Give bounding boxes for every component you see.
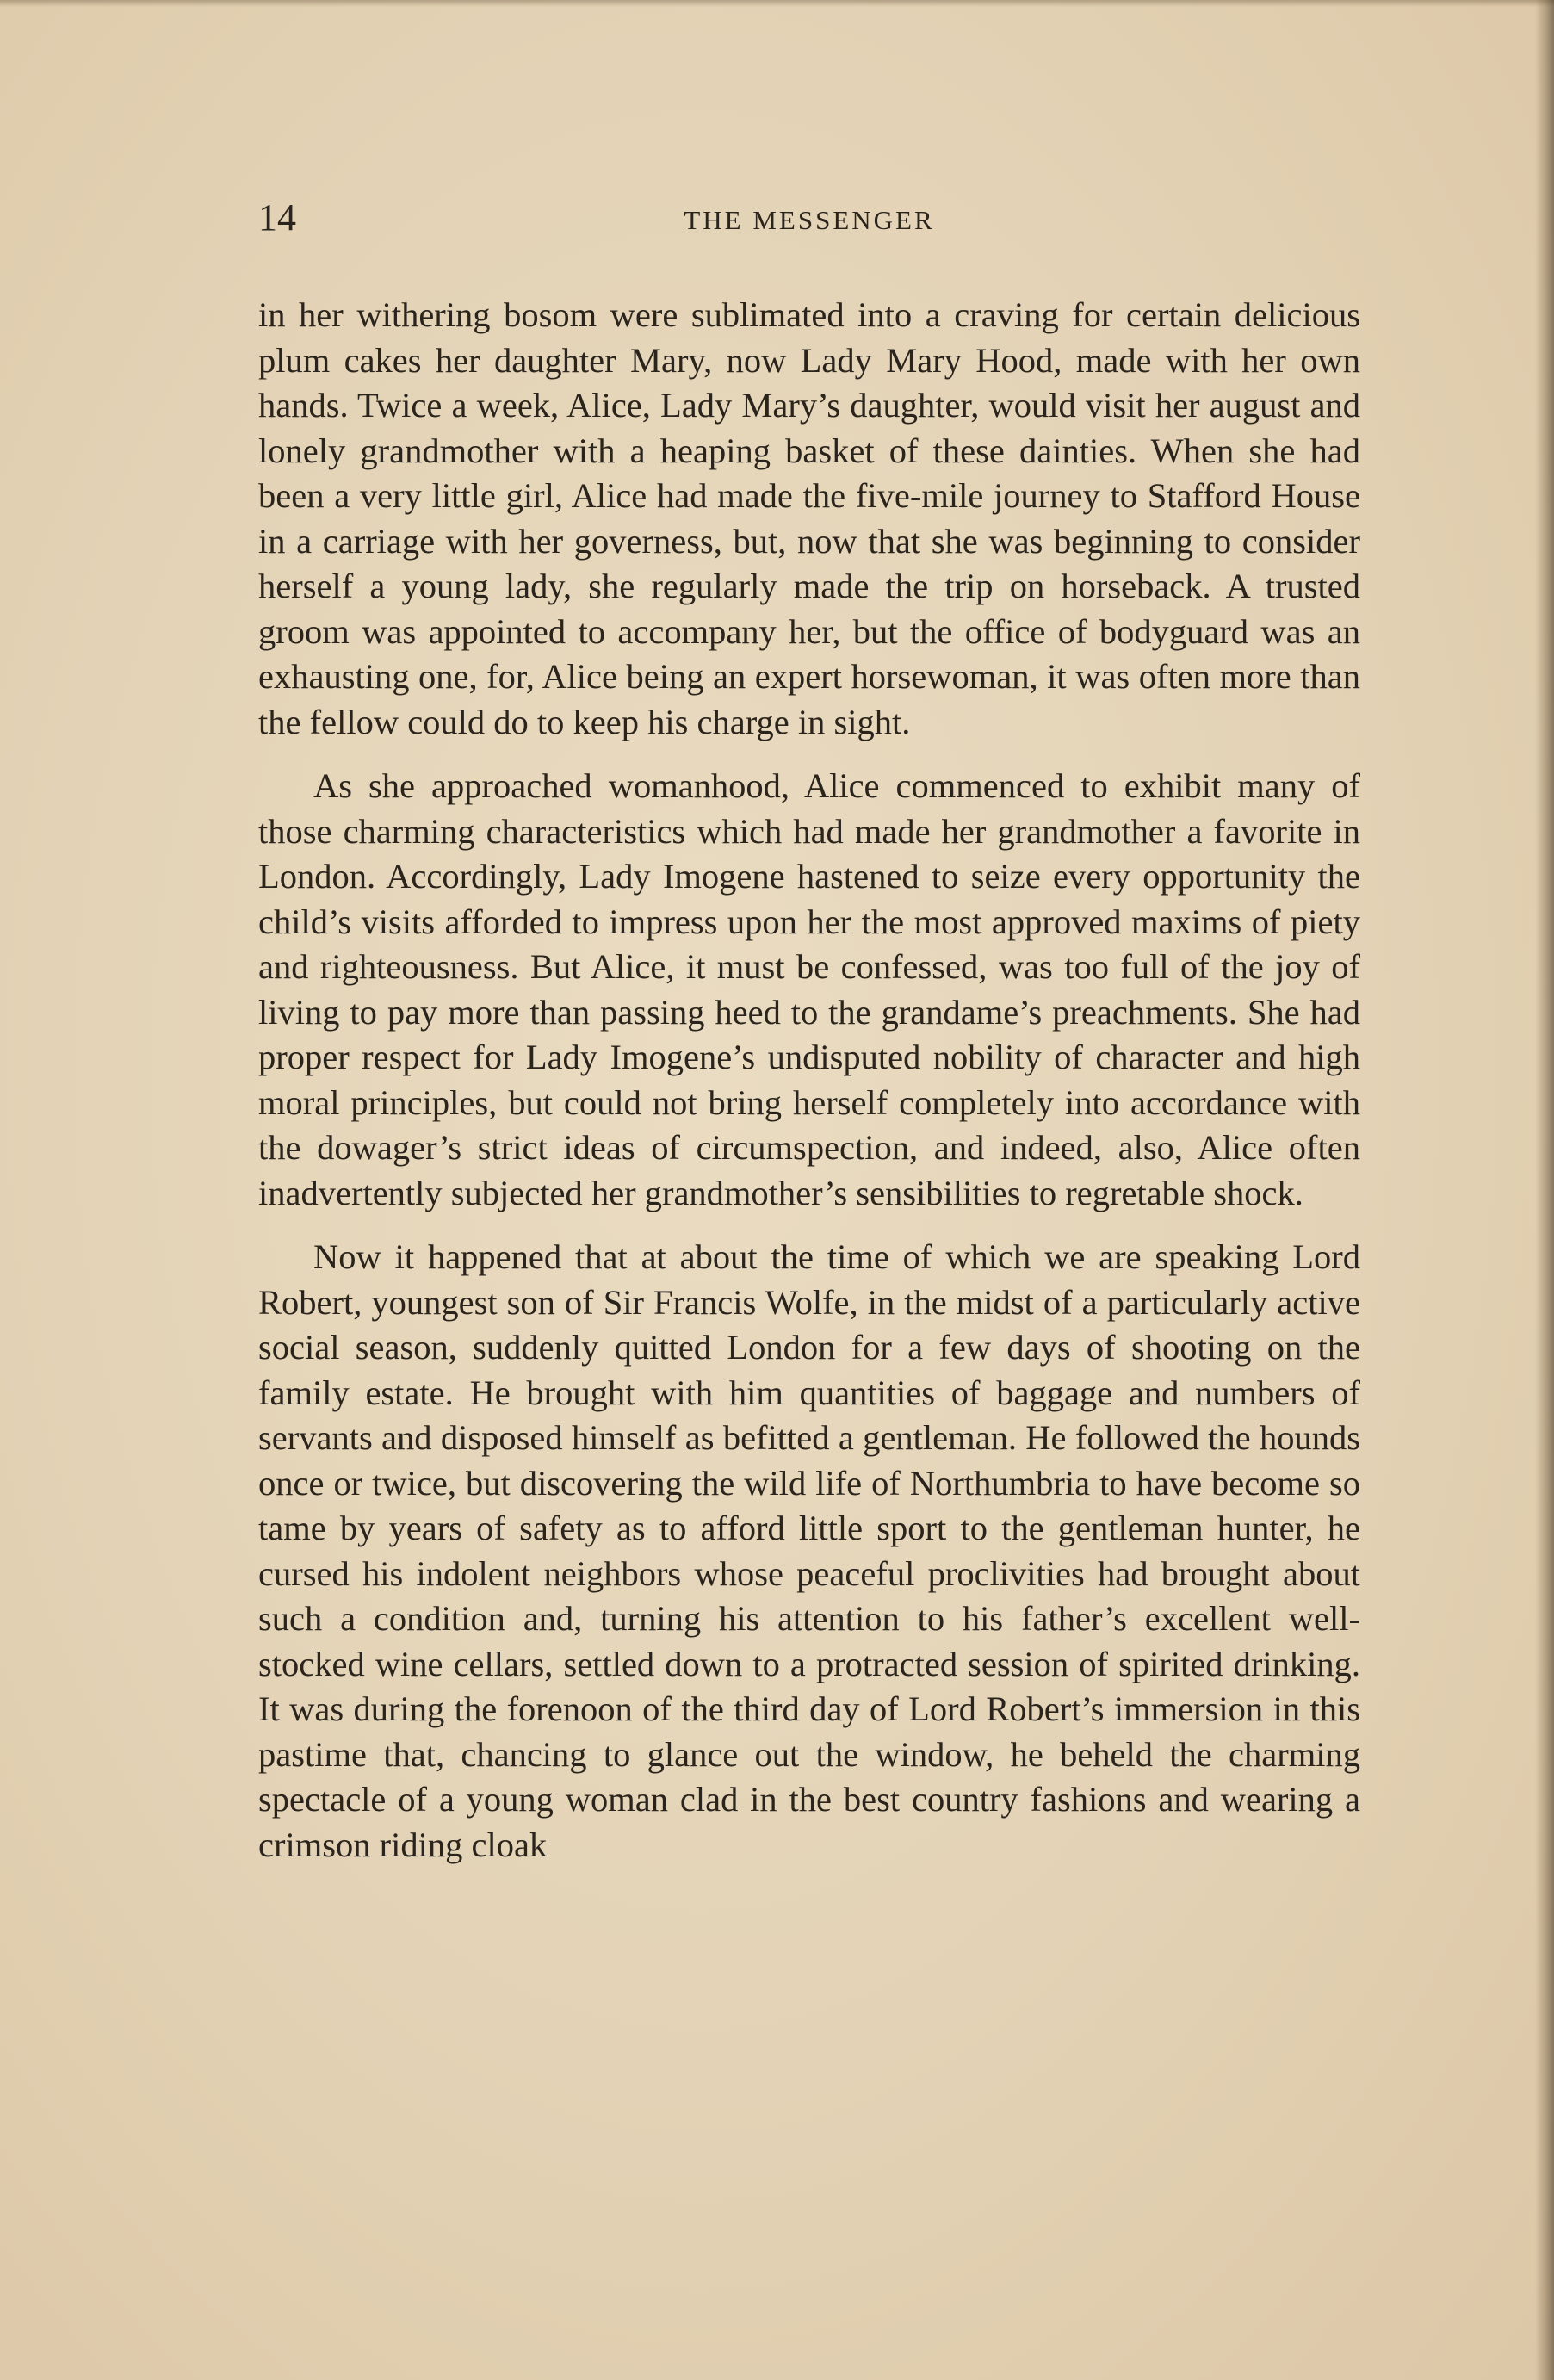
paragraph-2: As she approached womanhood, Alice commenced to exhibit many of those charming characteristics which had made her grandmother a favorite in London. Accordingly, Lady Imogene hastened to seize every opportunity the child’s visits afforded to impress upon her the most approved maxims of piety and righteousness. But Alice, it must be confessed, was too full of the joy of living to pay more than passing heed to the grandame’s preachments. She had proper respect for Lady Imogene’s undisputed nobility of character and high moral principles, but could not bring herself completely into accordance with the dowager’s strict ideas of circumspection, and indeed, also, Alice often inadvertently subjected her grandmother’s sensibilities to regretable shock. bbox=[258, 766, 1360, 1212]
page-number: 14 bbox=[258, 196, 296, 239]
paragraph-1: in her withering bosom were sublimated into a craving for certain delicious plum cakes her daughter Mary, now Lady Mary Hood, made with her own hands. Twice a week, Alice, Lady Mary’s daughter, would visit her august and lonely grandmother with a heaping basket of these dainties. When she had been a very little girl, Alice had made the five-mile journey to Stafford House in a carriage with her governess, but, now that she was beginning to consider herself a young lady, she regularly made the trip on horseback. A trusted groom was appointed to accompany her, but the office of bodyguard was an exhausting one, for, Alice being an expert horsewoman, it was often more than the fellow could do to keep his charge in sight. bbox=[258, 295, 1360, 741]
paragraph-3: Now it happened that at about the time of which we are speaking Lord Robert, youngest son of Sir Francis Wolfe, in the midst of a particularly active social season, suddenly quitted London for a few days of shooting on the family estate. He brought with him quantities of baggage and numbers of servants and disposed himself as befitted a gentleman. He followed the hounds once or twice, but discovering the wild life of Northumbria to have become so tame by years of safety as to afford little sport to the gentleman hunter, he cursed his indolent neighbors whose peaceful proclivities had brought about such a condition and, turning his attention to his father’s excellent well-stocked wine cellars, settled down to a protracted session of spirited drinking. It was during the forenoon of the third day of Lord Robert’s immersion in this pastime that, chancing to glance out the window, he beheld the charming spectacle of a young woman clad in the best country fashions and wearing a crimson riding cloak bbox=[258, 1237, 1360, 1864]
page-edge-shadow bbox=[1535, 0, 1554, 2380]
body-text bbox=[258, 293, 1360, 1887]
running-title: THE MESSENGER bbox=[684, 205, 935, 235]
page-top-shadow bbox=[0, 0, 1554, 7]
